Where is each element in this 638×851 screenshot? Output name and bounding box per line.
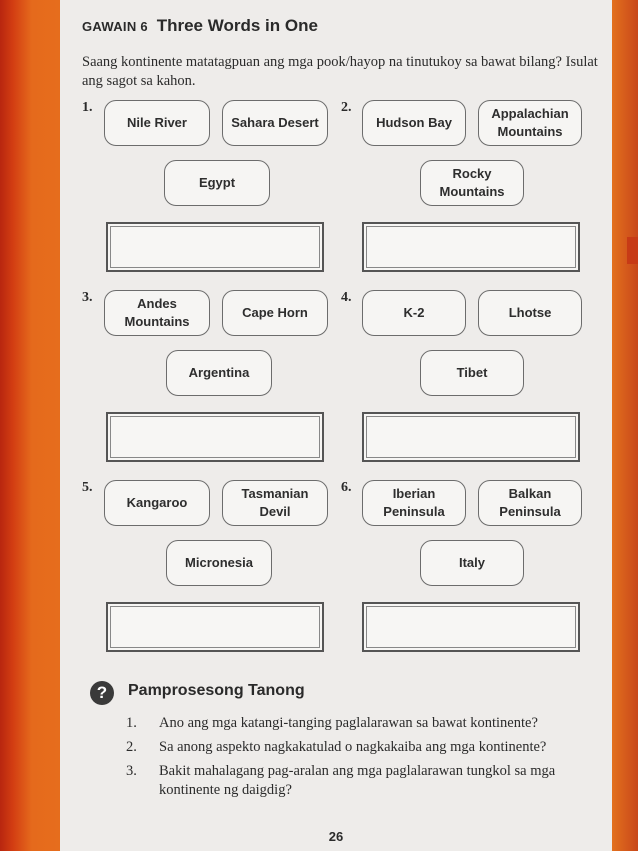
- item-5-number: 5.: [82, 480, 93, 495]
- item-5-answer-box[interactable]: [106, 602, 324, 652]
- item-6-word-3: Italy: [420, 540, 524, 586]
- item-3-word-2: Cape Horn: [222, 290, 328, 336]
- question-number: 2.: [126, 739, 137, 755]
- list-item: [126, 762, 606, 800]
- question-mark-icon: ?: [90, 681, 114, 705]
- item-1-word-1: Nile River: [104, 100, 210, 146]
- item-3-word-3: Argentina: [166, 350, 272, 396]
- question-number: 3.: [126, 763, 137, 779]
- item-1-word-2: Sahara Desert: [222, 100, 328, 146]
- item-2-word-1: Hudson Bay: [362, 100, 466, 146]
- worksheet-page: [60, 0, 612, 851]
- item-1-number: 1.: [82, 100, 93, 115]
- item-2-answer-box[interactable]: [362, 222, 580, 272]
- item-6-word-2: Balkan Peninsula: [478, 480, 582, 526]
- item-6-word-1: Iberian Peninsula: [362, 480, 466, 526]
- item-5-word-1: Kangaroo: [104, 480, 210, 526]
- item-6-number: 6.: [341, 480, 352, 495]
- item-4-answer-box[interactable]: [362, 412, 580, 462]
- item-1-answer-box[interactable]: [106, 222, 324, 272]
- processing-questions-list: [126, 714, 606, 805]
- instructions-text: Saang kontinente matatagpuan ang mga pook/hayop na tinutukoy sa bawat bilang? Isulat ang sagot sa kahon.: [82, 54, 598, 89]
- question-text: Bakit mahalagang pag-aralan ang mga paglalarawan tungkol sa mga kontinente ng daigdig?: [159, 763, 556, 798]
- slide-edge-tab: [627, 237, 638, 264]
- item-4-word-3: Tibet: [420, 350, 524, 396]
- activity-number: GAWAIN 6: [82, 19, 148, 34]
- item-4-number: 4.: [341, 290, 352, 305]
- item-2-word-3: Rocky Mountains: [420, 160, 524, 206]
- question-text: Ano ang mga katangi-tanging paglalarawan sa bawat kontinente?: [159, 715, 538, 731]
- item-3-number: 3.: [82, 290, 93, 305]
- item-2-number: 2.: [341, 100, 352, 115]
- processing-questions-title: Pamprosesong Tanong: [128, 682, 305, 699]
- item-6-answer-box[interactable]: [362, 602, 580, 652]
- question-number: 1.: [126, 715, 137, 731]
- item-4-word-2: Lhotse: [478, 290, 582, 336]
- activity-title: Three Words in One: [156, 16, 318, 35]
- item-4-word-1: K-2: [362, 290, 466, 336]
- item-5-word-3: Micronesia: [166, 540, 272, 586]
- question-text: Sa anong aspekto nagkakatulad o nagkakaiba ang mga kontinente?: [159, 739, 547, 755]
- item-1-word-3: Egypt: [164, 160, 270, 206]
- activity-heading: [82, 16, 318, 36]
- item-3-word-1: Andes Mountains: [104, 290, 210, 336]
- page-number: 26: [328, 829, 344, 844]
- item-5-word-2: Tasmanian Devil: [222, 480, 328, 526]
- item-3-answer-box[interactable]: [106, 412, 324, 462]
- list-item: [126, 738, 606, 757]
- list-item: [126, 714, 606, 733]
- item-2-word-2: Appalachian Mountains: [478, 100, 582, 146]
